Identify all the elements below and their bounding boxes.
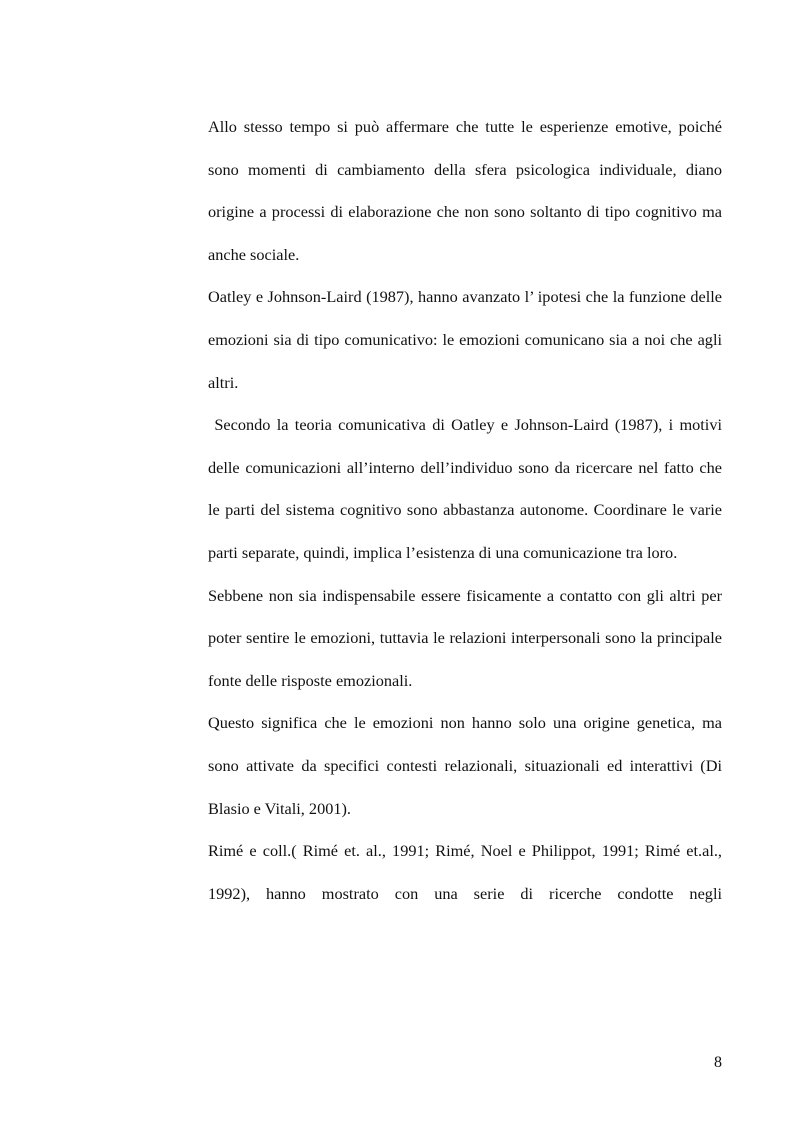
body-text <box>208 106 727 915</box>
paragraph-5: Questo significa che le emozioni non hanno solo una origine genetica, ma sono attivate da specifici contesti relazionali, situazionali ed interattivi (Di Blasio e Vitali, 2001). <box>208 713 722 818</box>
paragraph-2: Oatley e Johnson-Laird (1987), hanno avanzato l’ ipotesi che la funzione delle emozioni sia di tipo comunicativo: le emozioni comunicano sia a noi che agli altri. <box>208 287 722 392</box>
paragraph-1: Allo stesso tempo si può affermare che tutte le esperienze emotive, poiché sono momenti di cambiamento della sfera psicologica individuale, diano origine a processi di elaborazione che non sono soltanto di tipo cognitivo ma anche sociale. <box>208 117 722 264</box>
page-number: 8 <box>714 1054 722 1071</box>
paragraph-4: Sebbene non sia indispensabile essere fisicamente a contatto con gli altri per poter sentire le emozioni, tuttavia le relazioni interpersonali sono la principale fonte delle risposte emozionali. <box>208 585 722 690</box>
paragraph-3: Secondo la teoria comunicativa di Oatley e Johnson-Laird (1987), i motivi delle comunicazioni all’interno dell’individuo sono da ricercare nel fatto che le parti del sistema cognitivo sono abbastanza autonome. Coordinare le varie parti separate, quindi, implica l’esistenza di una comunicazione tra loro. <box>208 415 727 562</box>
paragraph-6: Rimé e coll.( Rimé et. al., 1991; Rimé, Noel e Philippot, 1991; Rimé et.al., 1992), hanno mostrato con una serie di ricerche condotte negli <box>208 841 722 903</box>
